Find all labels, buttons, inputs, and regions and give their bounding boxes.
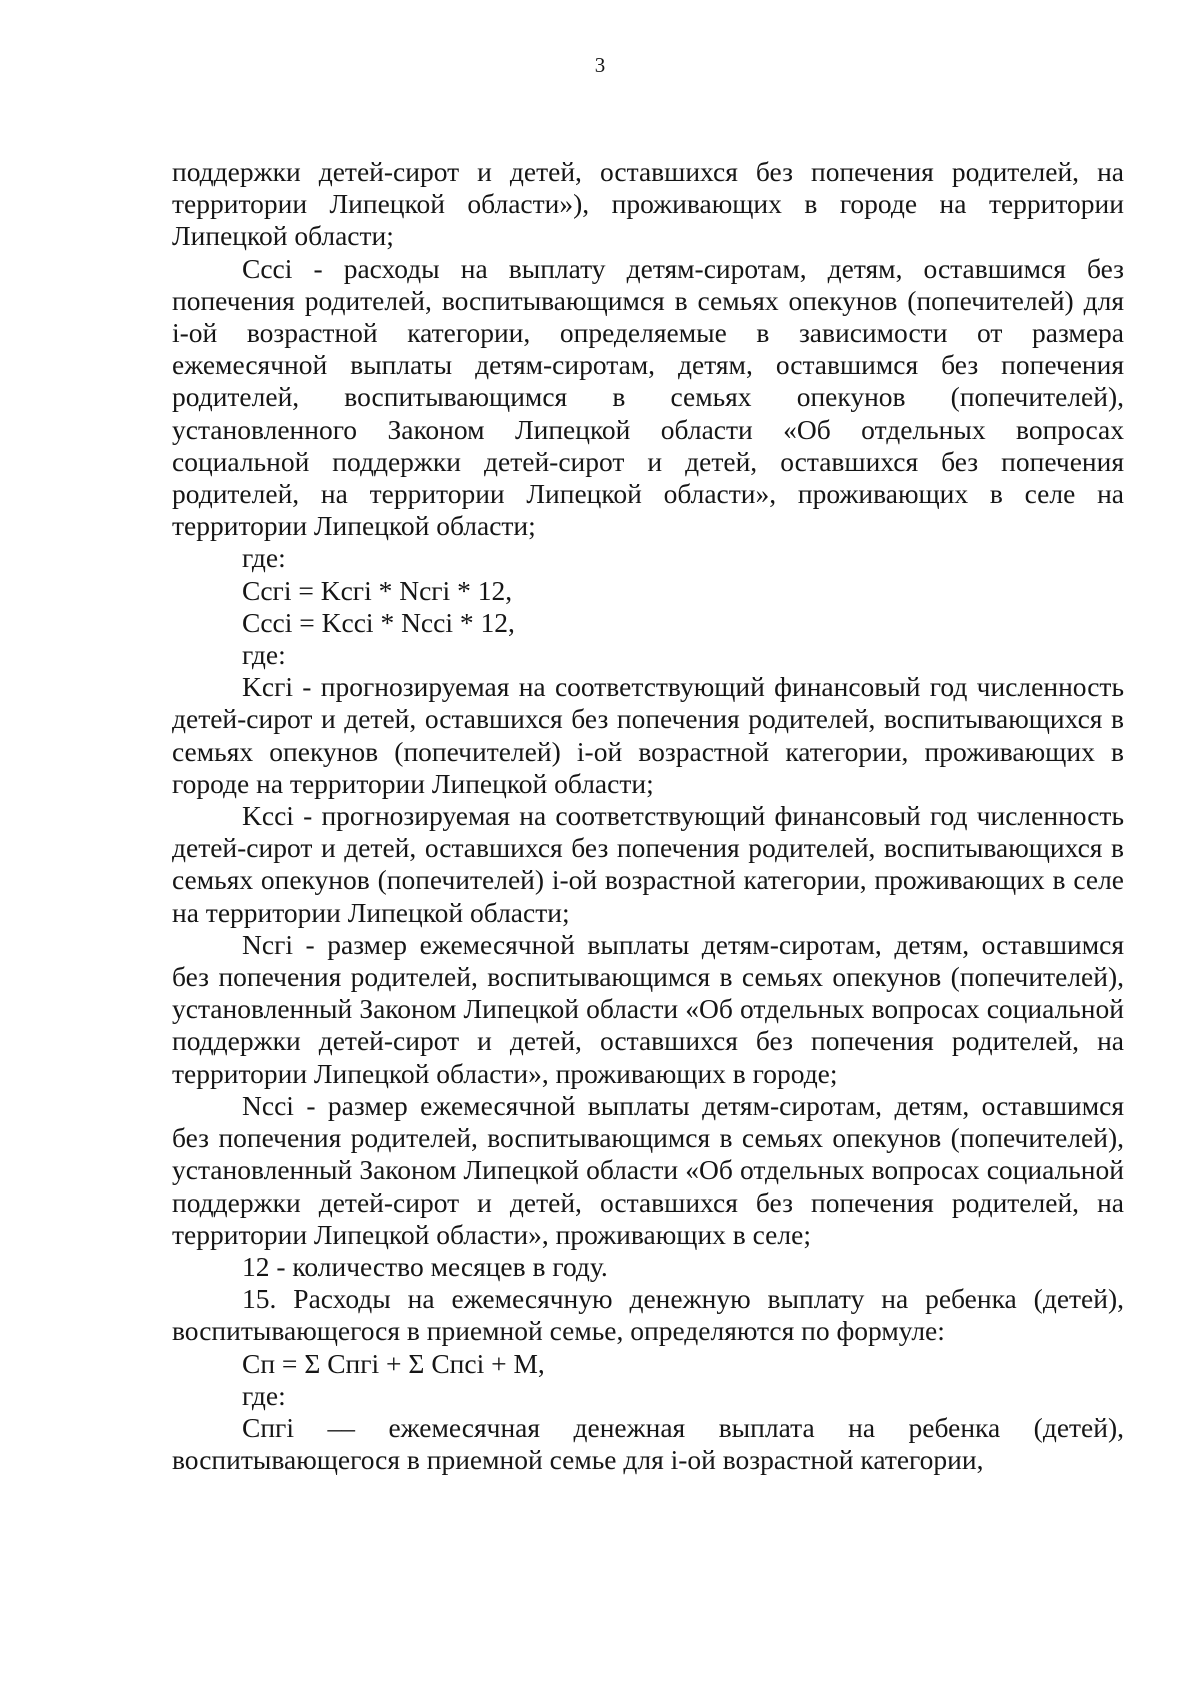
- page-number: 3: [594, 53, 606, 77]
- paragraph: Cпгi –– ежемесячная денежная выплата на ребенка (детей), воспитывающегося в приемной семье для i-ой возрастной категории,: [172, 1411, 1124, 1476]
- paragraph: Kссi - прогнозируемая на соответствующий финансовый год численность детей-сирот и детей, оставшихся без попечения родителей, воспитывающихся в семьях опекунов (попечителей) i-ой возрастной категории, проживающих в селе на территории Липецкой области;: [172, 800, 1124, 928]
- paragraph: 12 - количество месяцев в году.: [242, 1250, 608, 1282]
- document-body: [172, 156, 1124, 1476]
- formula: Cп = Σ Cпгi + Σ Cпсi + M,: [242, 1347, 545, 1379]
- paragraph: поддержки детей-сирот и детей, оставшихся без попечения родителей, на территории Липецкой области»), проживающих в городе на территории Липецкой области;: [172, 156, 1124, 252]
- formula: Cссi = Kссi * Nссi * 12,: [242, 606, 515, 638]
- paragraph: 15. Расходы на ежемесячную денежную выплату на ребенка (детей), воспитывающегося в приемной семье, определяются по формуле:: [172, 1283, 1124, 1347]
- paragraph: где:: [242, 1379, 286, 1411]
- paragraph: где:: [242, 542, 286, 574]
- paragraph: Nсгi - размер ежемесячной выплаты детям-сиротам, детям, оставшимся без попечения родителей, воспитывающимся в семьях опекунов (попечителей), установленный Законом Липецкой области «Об отдельных вопросах социальной поддержки детей-сирот и детей, оставшихся без попечения родителей, на территории Липецкой области», проживающих в городе;: [172, 928, 1124, 1089]
- paragraph: Kсгi - прогнозируемая на соответствующий финансовый год численность детей-сирот и детей, оставшихся без попечения родителей, воспитывающихся в семьях опекунов (попечителей) i-ой возрастной категории, проживающих в городе на территории Липецкой области;: [172, 671, 1124, 799]
- formula: Cсгi = Kсгi * Nсгi * 12,: [242, 574, 513, 606]
- paragraph: Cссi - расходы на выплату детям-сиротам, детям, оставшимся без попечения родителей, воспитывающимся в семьях опекунов (попечителей) для i-ой возрастной категории, определяемые в зависимости от размера ежемесячной выплаты детям-сиротам, детям, оставшимся без попечения родителей, воспитывающимся в семьях опекунов (попечителей), установленного Законом Липецкой области «Об отдельных вопросах социальной поддержки детей-сирот и детей, оставшихся без попечения родителей, на территории Липецкой области», проживающих в селе на территории Липецкой области;: [172, 252, 1124, 542]
- paragraph: где:: [242, 639, 286, 671]
- paragraph: Nссi - размер ежемесячной выплаты детям-сиротам, детям, оставшимся без попечения родителей, воспитывающимся в семьях опекунов (попечителей), установленный Законом Липецкой области «Об отдельных вопросах социальной поддержки детей-сирот и детей, оставшихся без попечения родителей, на территории Липецкой области», проживающих в селе;: [172, 1089, 1124, 1250]
